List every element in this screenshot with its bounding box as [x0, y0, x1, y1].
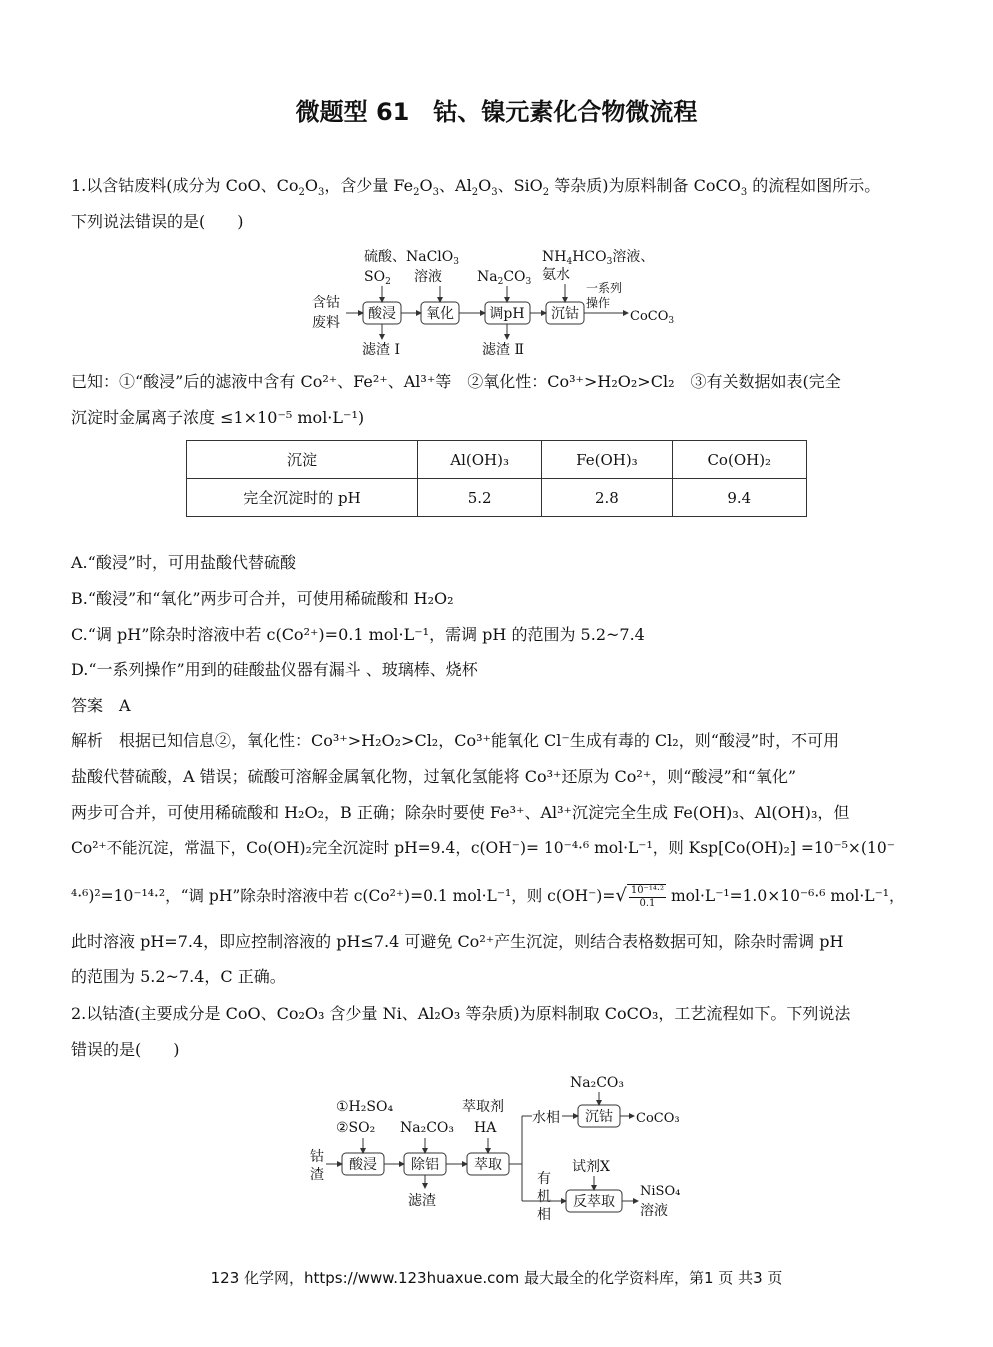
q2-step-2: 除铝 [411, 1157, 439, 1173]
table-cell: 5.2 [418, 479, 542, 517]
q1-step-3: 调pH [489, 306, 525, 322]
table-row [187, 441, 807, 479]
table-cell: Al(OH)₃ [418, 441, 542, 479]
q2-org-phase-1: 有 [537, 1171, 551, 1187]
q2-reagent2: Na₂CO₃ [400, 1120, 455, 1136]
text-run: ，含少量 Fe [324, 176, 414, 195]
q1-analysis-1: 解析 根据已知信息②，氧化性：Co³⁺>H₂O₂>Cl₂，Co³⁺能氧化 Cl⁻生成有毒的 Cl₂，则“酸浸”时，不可用 [71, 731, 840, 750]
table-cell: Co(OH)₂ [672, 441, 806, 479]
q1-analysis-6: 此时溶液 pH=7.4，即应控制溶液的 pH≤7.4 可避免 Co²⁺产生沉淀，则结合表格数据可知，除杂时需调 pH [71, 932, 844, 951]
text-run: 的流程如图所示。 [747, 176, 881, 195]
q2-flow-diagram [300, 1066, 700, 1236]
q1-reagent3: $Na_2CO_3$ [477, 269, 532, 287]
text-run: 1.以含钴废料(成分为 CoO、Co [71, 176, 299, 195]
q1-stem-line1 [71, 176, 881, 199]
q2-stem-line1: 2.以钴渣(主要成分是 CoO、Co₂O₃ 含少量 Ni、Al₂O₃ 等杂质)为原料制取 CoCO₃，工艺流程如下。下列说法 [71, 1004, 851, 1023]
q1-analysis-5: ⁴·⁶)²=10⁻¹⁴·²，“调 pH”除杂时溶液中若 c(Co²⁺)=0.1 mol·L⁻¹，则 c(OH⁻)=√ $\frac{\text{10⁻¹⁴·²}}{0.1}$ mol·L⁻¹=1.0×10⁻⁶·⁶ mol·L⁻¹， [71, 885, 905, 909]
q1-step-2: 氧化 [426, 306, 454, 322]
q1-reagent4-b: 氨水 [542, 267, 570, 283]
q1-fraction [629, 885, 666, 910]
q2-bottom-reagent: 试剂X [572, 1159, 610, 1175]
q1-reagent1-a: 硫酸、NaClO$_3$ [364, 249, 459, 267]
text-run: O [478, 176, 492, 195]
q1-option-c: C.“调 pH”除杂时溶液中若 c(Co²⁺)=0.1 mol·L⁻¹，需调 pH 的范围为 5.2~7.4 [71, 625, 645, 644]
q2-org-phase-2: 机 [537, 1189, 551, 1205]
table-cell: 沉淀 [187, 441, 418, 479]
q1-answer: 答案 A [71, 696, 131, 715]
q2-reagent1-b: ②SO₂ [336, 1120, 376, 1136]
q1-op-b: 操作 [586, 296, 611, 310]
q2-bottom-product-b: 溶液 [640, 1203, 668, 1219]
q1-analysis-7: 的范围为 5.2~7.4，C 正确。 [71, 967, 286, 986]
q1-step-4: 沉钴 [551, 306, 579, 322]
subscript: 2 [298, 187, 305, 199]
page-footer: 123 化学网，https://www.123huaxue.com 最大最全的化学资料库，第1 页 共3 页 [210, 1269, 783, 1287]
q1-flow-diagram [300, 244, 700, 364]
q1-residue2: 滤渣 Ⅱ [482, 342, 524, 358]
table-row [187, 479, 807, 517]
text-run: O [304, 176, 318, 195]
table-cell: 9.4 [672, 479, 806, 517]
q2-stem-line2: 错误的是( ) [71, 1040, 180, 1059]
q1-step-1: 酸浸 [368, 306, 396, 322]
q1-analysis-3: 两步可合并，可使用稀硫酸和 H₂O₂，B 正确；除杂时要使 Fe³⁺、Al³⁺沉淀完全生成 Fe(OH)₃、Al(OH)₃，但 [71, 803, 850, 822]
fraction-denominator: 0.1 [639, 898, 656, 909]
q2-top-reagent: Na₂CO₃ [570, 1075, 625, 1091]
q2-bottom-product-a: NiSO₄ [640, 1184, 681, 1199]
subscript: 3 [491, 187, 498, 199]
q2-reagent1-a: ①H₂SO₄ [336, 1099, 394, 1115]
q2-org-phase-3: 相 [537, 1207, 551, 1223]
q2-bottom-step: 反萃取 [573, 1194, 615, 1210]
fraction-numerator: 10⁻¹⁴·² [630, 885, 665, 896]
q1-analysis-4: Co²⁺不能沉淀，常温下，Co(OH)₂完全沉淀时 pH=9.4，c(OH⁻)= 10⁻⁴·⁶ mol·L⁻¹，则 Ksp[Co(OH)₂] =10⁻⁵×(10⁻ [71, 839, 895, 857]
subscript: 3 [432, 187, 440, 199]
subscript: 3 [740, 187, 748, 199]
q1-reagent4: $NH_4HCO_3$溶液、 [542, 249, 655, 267]
q1-known-line2: 沉淀时金属离子浓度 ≤1×10⁻⁵ mol·L⁻¹) [71, 408, 365, 427]
q1-analysis-5-tail: mol·L⁻¹=1.0×10⁻⁶·⁶ mol·L⁻¹， [670, 887, 905, 905]
q1-option-d: D.“一系列操作”用到的硅酸盐仪器有漏斗 、玻璃棒、烧杯 [71, 660, 478, 679]
q1-op-a: 一系列 [586, 281, 623, 295]
subscript: 3 [317, 187, 325, 199]
q1-option-a: A.“酸浸”时，可用盐酸代替硫酸 [71, 553, 297, 572]
q1-input-b: 废料 [312, 315, 340, 331]
q2-step-1: 酸浸 [349, 1157, 377, 1173]
q1-analysis-2: 盐酸代替硫酸，A 错误；硫酸可溶解金属氧化物，过氧化氢能将 Co³⁺还原为 Co²⁺，则“酸浸”和“氧化” [71, 767, 797, 786]
q2-step-3: 萃取 [474, 1157, 502, 1173]
text-run: 等杂质)为原料制备 CoCO [549, 176, 741, 195]
table-cell: 2.8 [542, 479, 672, 517]
q1-input-a: 含钴 [312, 295, 340, 311]
q2-residue: 滤渣 [408, 1193, 436, 1209]
q1-data-table [186, 440, 807, 517]
q1-product: CoCO$_3$ [630, 309, 675, 326]
text-run: 、Al [439, 176, 472, 195]
q1-stem-line2: 下列说法错误的是( ) [71, 212, 244, 231]
q2-input-a: 钴 [310, 1149, 324, 1165]
page-title: 微题型 61 钴、镍元素化合物微流程 [295, 98, 698, 126]
subscript: 2 [471, 187, 479, 199]
text-run: O [419, 176, 433, 195]
q1-reagent1-b: $SO_2$ [364, 269, 391, 287]
q2-top-product: CoCO₃ [636, 1111, 680, 1126]
subscript: 2 [542, 187, 550, 199]
q1-known-line1: 已知：①“酸浸”后的滤液中含有 Co²⁺、Fe²⁺、Al³⁺等 ②氧化性：Co³⁺>H₂O₂>Cl₂ ③有关数据如表(完全 [71, 372, 841, 391]
q2-input-b: 渣 [310, 1167, 324, 1183]
table-cell: Fe(OH)₃ [542, 441, 672, 479]
table-cell: 完全沉淀时的 pH [187, 479, 418, 517]
q1-option-b: B.“酸浸”和“氧化”两步可合并，可使用稀硫酸和 H₂O₂ [71, 589, 454, 608]
q1-reagent2: 溶液 [414, 269, 442, 285]
q2-reagent3-b: HA [474, 1120, 497, 1136]
q1-analysis-5-text: ⁴·⁶)²=10⁻¹⁴·²，“调 pH”除杂时溶液中若 c(Co²⁺)=0.1 mol·L⁻¹，则 c(OH⁻)= [71, 887, 616, 905]
q2-top-step: 沉钴 [585, 1109, 613, 1125]
q2-water-phase: 水相 [532, 1110, 560, 1126]
subscript: 2 [413, 187, 420, 199]
text-run: 、SiO [497, 176, 543, 195]
q2-reagent3-a: 萃取剂 [462, 1099, 504, 1115]
q1-residue1: 滤渣 Ⅰ [362, 342, 400, 358]
